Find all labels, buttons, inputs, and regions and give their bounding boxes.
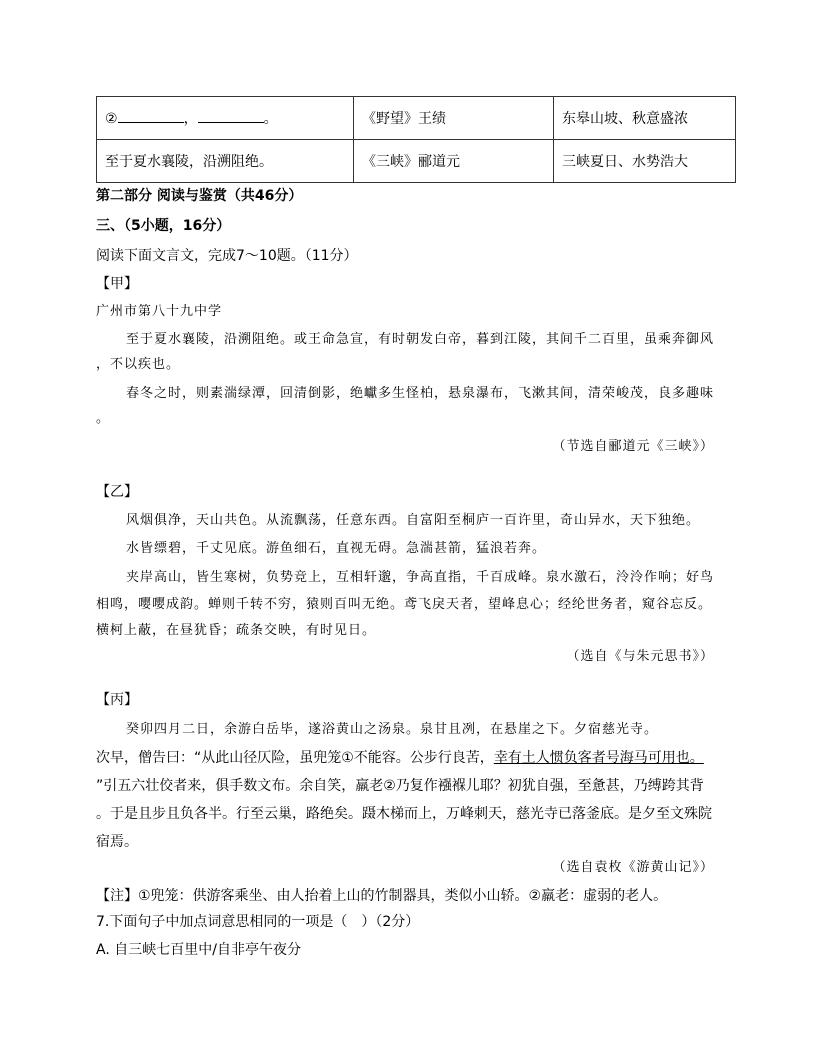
passage-text: 夹岸高山，皆生寒树，负势竞上，互相轩邈，争高直指，千百成峰。泉水激石，泠泠作响；好鸟: [126, 570, 715, 585]
answer-blank[interactable]: [118, 110, 184, 123]
table-cell: 《野望》王绩: [354, 97, 554, 140]
annotation-note: 【注】①兜笼：供游客乘坐、由人抬着上山的竹制器具，类似小山轿。②羸老：虚弱的老人。: [96, 888, 668, 904]
passage-text: ，不以疾也。: [96, 357, 181, 372]
answer-blank[interactable]: [198, 110, 264, 123]
passage-text-part: 次早，僧告曰：“从此山径仄险，虽兜笼①不能容。公步行良苦，: [96, 750, 494, 766]
passage-label-jia: 【甲】: [96, 276, 138, 292]
table-row: [97, 140, 736, 183]
passage-label-bing: 【丙】: [96, 692, 138, 708]
table-cell: 《三峡》郦道元: [354, 140, 554, 183]
passage-text: 横柯上蔽，在昼犹昏；疏条交映，有时见日。: [96, 623, 377, 638]
instruction: 阅读下面文言文，完成7～10题。（11分）: [96, 248, 358, 264]
table-cell: 至于夏水襄陵，沿溯阻绝。: [97, 140, 354, 183]
passage-text: 癸卯四月二日，余游白岳毕，遂浴黄山之汤泉。泉甘且冽，在悬崖之下。夕宿慈光寺。: [126, 722, 659, 737]
blank-marker: ②: [105, 111, 118, 127]
passage-text: 。: [96, 411, 111, 426]
comma: ，: [183, 111, 198, 127]
passage-source: （选自《与朱元思书》）: [566, 649, 714, 664]
period: 。: [263, 111, 278, 127]
passage-text: 风烟俱净，天山共色。从流飘荡，任意东西。自富阳至桐庐一百许里，奇山异水，天下独绝。: [126, 513, 701, 528]
passage-text: 春冬之时，则素湍绿潭，回清倒影，绝巘多生怪柏，悬泉瀑布，飞漱其间，清荣峻茂，良多趣味: [126, 386, 715, 401]
school-name: 广州市第八十九中学: [96, 304, 223, 319]
passage-label-yi: 【乙】: [96, 484, 138, 500]
passage-text: 至于夏水襄陵，沿溯阻绝。或王命急宣，有时朝发白帝，暮到江陵，其间千二百里，虽乘奔御风: [126, 332, 715, 347]
passage-text: 宿焉。: [96, 834, 138, 850]
passage-text: ”引五六壮佼者来，俱手数文布。余自笑，羸老②乃复作襁褓儿耶？初犹自强，至惫甚，乃缚跨其背: [96, 778, 704, 794]
passage-text: [96, 748, 704, 768]
passage-text: 相鸣，嘤嘤成韵。蝉则千转不穷，猿则百叫无绝。鸢飞戾天者，望峰息心；经纶世务者，窥谷忘反。: [96, 597, 713, 612]
passage-text: 水皆缥碧，千丈见底。游鱼细石，直视无碍。急湍甚箭，猛浪若奔。: [126, 541, 547, 556]
question-stem: 7.下面句子中加点词意思相同的一项是（ ）（2分）: [96, 914, 420, 930]
part-title: 第二部分 阅读与鉴赏（共46分）: [96, 188, 303, 204]
passage-text: 。于是且步且负各半。行至云巢，路绝矣。蹑木梯而上，万峰刺天，慈光寺已落釜底。是夕至文殊院: [96, 806, 712, 822]
question-group-title: 三、（5小题，16分）: [96, 218, 231, 234]
underlined-sentence: 幸有土人惯负客者号海马可用也。: [493, 750, 704, 766]
poem-table: [96, 96, 736, 183]
table-row: [97, 97, 736, 140]
table-cell: 东皋山坡、秋意盛浓: [554, 97, 736, 140]
table-cell: 三峡夏日、水势浩大: [554, 140, 736, 183]
passage-source: （节选自郦道元《三峡》）: [552, 439, 714, 454]
table-cell: [97, 97, 354, 140]
passage-source: （选自袁枚《游黄山记》）: [552, 860, 714, 875]
option-a: A. 自三峡七百里中/自非亭午夜分: [96, 942, 301, 958]
